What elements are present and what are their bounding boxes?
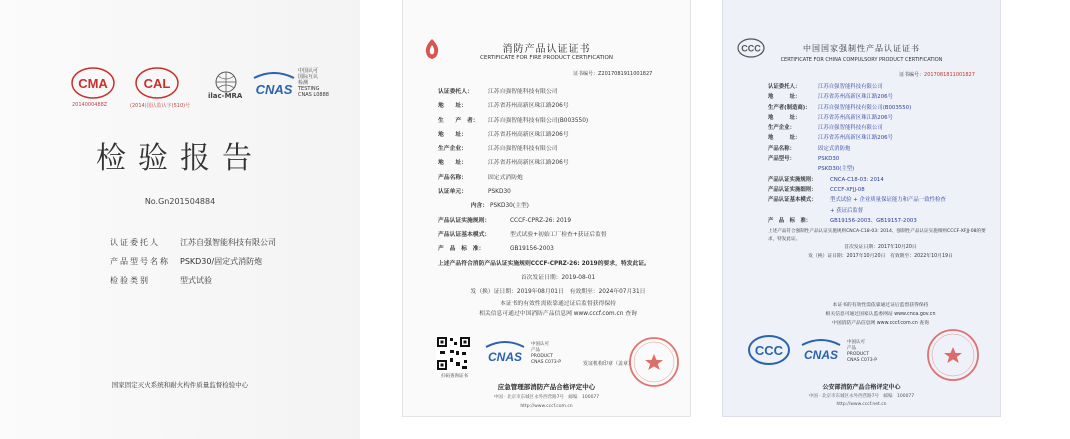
field-value: 江苏自强智能科技有限公司(B003550) (818, 104, 912, 111)
cnas-side-text (298, 68, 329, 98)
cnas-side-line: 检测 (298, 80, 309, 86)
certificate-footer: 公安部消防产品合格评定中心 (822, 384, 901, 391)
field-value: 江苏自强智能科技有限公司 (488, 89, 558, 95)
cert-field (438, 214, 678, 228)
report-field-row (110, 233, 276, 252)
field-value: 江苏省苏州高新区珠江路206号 (488, 131, 569, 138)
field-label: 产 品 标 准： (768, 217, 812, 224)
report-number: No.Gn201504884 (144, 197, 216, 206)
fire-product-certificate (403, 0, 690, 416)
field-label: 认证单元： (438, 189, 467, 196)
field-label: 地 址： (438, 160, 467, 167)
report-fields (110, 233, 276, 290)
lookup-note: 中国消防产品信息网 www.cccf.com.cn 查询 (832, 321, 929, 327)
certificate-subtitle: CERTIFICATE FOR CHINA COMPULSORY PRODUCT CERTIFICATION (780, 57, 943, 63)
field-value: GB19156-2003、GB19157-2003 (830, 217, 917, 224)
cert-field (768, 113, 993, 123)
cert-field (438, 114, 678, 128)
lookup-note: 相关信息可通过国家认监委网站 www.cnca.gov.cn (825, 312, 936, 318)
field-value: 固定式消防炮 (818, 145, 851, 152)
field-value: 江苏省苏州高新区珠江路206号 (818, 94, 893, 101)
field-label: 生产企业： (768, 125, 795, 132)
cert-field (768, 103, 993, 113)
cnas-side-line: 中国认可 (298, 68, 319, 74)
cert-field (768, 216, 993, 226)
field-label: 地 址： (768, 114, 801, 121)
cert-field (438, 156, 678, 170)
certificate-footer: 应急管理部消防产品合格评定中心 (497, 383, 596, 391)
field-value: 型式试验 + 企业质量保证能力和产品一致性检查 (830, 197, 946, 204)
cnas-product-mark (483, 340, 561, 368)
certificate-website: http://www.cccf.net.cn (836, 402, 887, 407)
field-value: 江苏自强智能科技有限公司(B003550) (488, 117, 589, 124)
first-issue-date: 首次发证日期：2017年10月20日 (844, 245, 917, 251)
accreditation-logos (70, 66, 340, 116)
validity-note: 本证书的有效性需依靠通过证后监督获得保持 (500, 301, 616, 308)
field-value: 江苏自强智能科技有限公司 (488, 146, 558, 153)
field-value: PSKD30 (818, 156, 840, 163)
field-label: 产品认证实施规则： (438, 217, 491, 224)
cnas-caption-line: 产品 (847, 346, 856, 351)
cert-field (768, 195, 993, 205)
svg-text:CCC: CCC (754, 343, 784, 358)
svg-text:CAL: CAL (143, 76, 171, 91)
certificate-address: 中国 · 北京市东城区永外西营路7号 邮编 100077 (493, 395, 600, 400)
ccc-mark-icon (747, 334, 791, 366)
cert-no-label: 证书编号： (899, 72, 925, 78)
cnas-caption-line: CNAS C073-P (847, 358, 877, 363)
field-label: 生 产 者： (438, 117, 479, 124)
field-value: PSKD30/固定式消防炮 (180, 257, 263, 266)
field-label: 产品型号名称 (110, 257, 170, 266)
reissue-validity: 发（换）证日期：2019年08月01日 有效期至：2024年07月31日 (470, 288, 646, 295)
cert-field (768, 206, 993, 216)
cnas-side-line: 国际互认 (298, 74, 319, 80)
cert-field (438, 242, 678, 256)
field-label: 产品认证基本模式： (438, 231, 491, 238)
cnas-caption-line: PRODUCT (847, 352, 870, 357)
field-label: 产品认证实施细则： (768, 186, 817, 193)
cert-no-value: 2017081811001827 (924, 72, 975, 78)
field-value: 型式试验 (180, 276, 212, 285)
field-value: 江苏自强智能科技有限公司 (180, 238, 276, 247)
certificate-subtitle: CERTIFICATE FOR FIRE PRODUCT CERTIFICATION (480, 55, 613, 61)
inspection-report-document (0, 0, 360, 439)
ccc-certificate (723, 0, 1000, 416)
cnas-caption-line: 产品 (531, 348, 540, 353)
certificate-statement: 上述产品符合消防产品认证实施规则CCCF-CPRZ-26: 2019的要求，特发此证。 (438, 260, 650, 267)
field-value: CNCA-C18-03: 2014 (830, 176, 884, 183)
field-value: 江苏省苏州高新区珠江路206号 (818, 135, 893, 142)
field-value: 江苏省苏州高新区珠江路206号 (488, 160, 569, 167)
cal-logo (130, 66, 191, 112)
svg-text:CNAS: CNAS (255, 82, 293, 97)
field-label: 认证委托人： (768, 84, 801, 90)
cert-field (768, 154, 993, 164)
field-value: 固定式消防炮 (488, 174, 523, 181)
field-label: 地 址： (438, 131, 467, 138)
cnas-caption-line: 中国认可 (847, 340, 865, 345)
field-label (768, 164, 818, 174)
validity-note: 本证书的有效性需依靠通过证后监督获得保持 (832, 303, 929, 309)
field-label: 产品名称： (438, 174, 467, 181)
signature-label: 发证机构印章（盖章） (583, 361, 634, 367)
cert-field (768, 92, 993, 102)
field-value: 江苏自强智能科技有限公司 (818, 125, 883, 132)
cert-field (768, 133, 993, 143)
field-label: 内含： (470, 203, 488, 210)
certificate-title: 中国国家强制性产品认证证书 (803, 44, 920, 53)
ilac-mra-text: ilac-MRA (208, 92, 243, 100)
certificate-statement: 上述产品符合强制性产品认证实施规则CNCA-C18-03: 2014、强制性产品认证实施细则CCCF-XFJJ-08的要求，特发此证。 (768, 229, 986, 242)
cma-logo (70, 66, 116, 112)
field-label: 生产者(制造商)： (768, 104, 811, 111)
cnas-caption (531, 342, 561, 366)
cnas-side-line: CNAS L0888 (298, 92, 329, 98)
cert-field (438, 228, 678, 242)
cert-field (768, 144, 993, 154)
svg-text:CCC: CCC (741, 43, 761, 54)
field-value: 型式试验+初始工厂检查+获证后监督 (510, 231, 607, 238)
cert-field (438, 171, 678, 185)
cma-logo-caption: 2014000488Z (72, 102, 108, 108)
field-label: 检验类别 (110, 276, 150, 285)
cnas-caption-line: CNAS C073-P (531, 360, 561, 365)
qr-code-label: 扫码查询证书 (441, 374, 468, 379)
field-value: + 获证后监督 (830, 207, 864, 214)
field-label: 产 品 标 准： (438, 246, 485, 253)
field-label: 产品名称： (768, 145, 795, 152)
cnas-caption-line: 中国认可 (531, 342, 549, 347)
field-value: PSKD30(主型) (818, 166, 855, 173)
qr-code-icon[interactable] (436, 336, 471, 371)
field-value: 江苏省苏州高新区珠江路206号 (818, 114, 893, 121)
official-seal-icon (926, 328, 980, 382)
lookup-note: 相关信息可通过中国消防产品信息网 www.cccf.com.cn 查询 (479, 311, 637, 318)
field-label: 产品型号： (768, 156, 795, 163)
field-label: 地 址： (438, 103, 467, 110)
cert-field (438, 185, 678, 199)
certificate-website: http://www.cccf.com.cn (520, 404, 573, 409)
cnas-logo (483, 340, 527, 368)
field-label: 认证委托人 (110, 238, 160, 247)
cnas-product-mark (799, 338, 877, 366)
field-value: PSKD30 (488, 189, 511, 196)
issuing-center: 国家固定灭火系统和耐火构件质量监督检验中心 (111, 381, 249, 389)
cert-field (438, 85, 678, 99)
cnas-caption-line: PRODUCT (531, 354, 554, 359)
field-value: 江苏省苏州高新区珠江路206号 (488, 103, 569, 110)
cert-field (768, 185, 993, 195)
cnas-side-line: TESTING (298, 86, 320, 92)
field-label: 地 址： (768, 135, 801, 142)
field-label: 产品认证基本模式： (768, 197, 817, 204)
reissue-validity: 发（换）证日期：2017年10月20日 有效期至：2022年10月19日 (808, 254, 953, 260)
certificate-number (899, 71, 975, 78)
official-seal-icon (628, 336, 680, 388)
certificate-number: 证书编号：Z2017081911001827 (573, 71, 653, 77)
svg-text:CNAS: CNAS (487, 350, 523, 364)
certificate-fields (768, 82, 993, 328)
svg-text:CMA: CMA (78, 76, 108, 91)
field-label: 产品认证实施规则： (768, 176, 817, 183)
svg-text:CNAS: CNAS (803, 348, 839, 362)
cert-field (438, 142, 678, 156)
field-value: PSKD30(主型) (490, 203, 529, 210)
field-value: CCCF-CPRZ-26: 2019 (510, 217, 572, 224)
field-label: 生产企业： (438, 146, 467, 153)
cert-field (768, 123, 993, 133)
first-issue-date: 首次发证日期：2019-08-01 (520, 274, 596, 281)
certificate-title: 消防产品认证证书 (502, 44, 591, 55)
cert-field (438, 99, 678, 113)
cal-logo-caption: (2014)国认监认字(510)号 (130, 103, 191, 109)
cnas-logo (250, 72, 298, 118)
field-value: CCCF-XFJJ-08 (830, 186, 865, 193)
field-value: GB19156-2003 (510, 246, 554, 253)
field-label: 地 址： (768, 94, 801, 101)
cert-field (438, 199, 678, 213)
report-title: 检验报告 (96, 141, 264, 176)
certificate-fields (438, 85, 678, 319)
cnas-logo (799, 338, 843, 366)
cnas-caption (847, 340, 877, 364)
cert-field (768, 164, 993, 174)
ilac-mra-logo (204, 70, 248, 116)
certificate-address: 中国 · 北京市东城区永外西营路7号 邮编 100077 (808, 394, 915, 399)
cert-field (438, 128, 678, 142)
field-label: 认证委托人： (438, 89, 473, 95)
field-label (768, 206, 830, 216)
cert-field (768, 82, 993, 92)
cert-field (768, 175, 993, 185)
report-field-row (110, 252, 276, 271)
field-value: 江苏自强智能科技有限公司 (818, 84, 883, 90)
report-field-row (110, 271, 276, 290)
